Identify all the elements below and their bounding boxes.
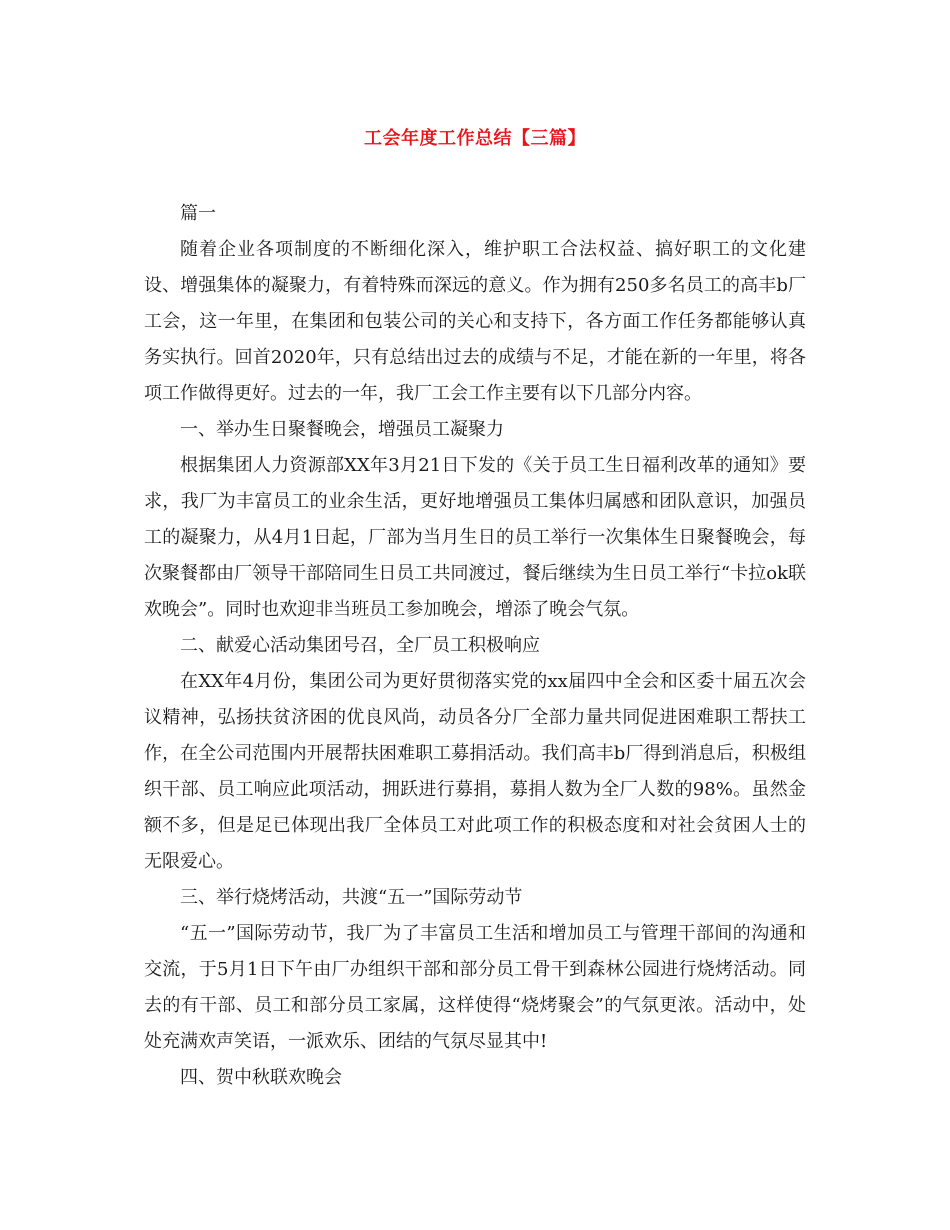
paragraph-section-label: 篇一 (180, 203, 216, 224)
document-title: 工会年度工作总结【三篇】 (364, 128, 586, 149)
paragraph-section-3: “五一”国际劳动节，我厂为了丰富员工生活和增加员工与管理干部间的沟通和交流，于5月1日下午由厂办组织干部和部分员工骨干到森林公园进行烧烤活动。同去的有干部、员工和部分员工家属，这样使得“烧烤聚会”的气氛更浓。活动中，处处充满欢声笑语，一派欢乐、团结的气氛尽显其中! (144, 923, 806, 1052)
heading-section-2: 二、献爱心活动集团号召，全厂员工积极响应 (180, 635, 540, 656)
heading-section-4: 四、贺中秋联欢晚会 (180, 1067, 342, 1088)
paragraph-section-1: 根据集团人力资源部XX年3月21日下发的《关于员工生日福利改革的通知》要求，我厂为丰富员工的业余生活，更好地增强员工集体归属感和团队意识，加强员工的凝聚力，从4月1日起，厂部为当月生日的员工举行一次集体生日聚餐晚会，每次聚餐都由厂领导干部陪同生日员工共同渡过，餐后继续为生日员工举行“卡拉ok联欢晚会”。同时也欢迎非当班员工参加晚会，增添了晚会气氛。 (144, 455, 806, 620)
document-body (144, 196, 806, 1096)
heading-section-3: 三、举行烧烤活动，共渡“五一”国际劳动节 (180, 887, 523, 908)
paragraph-section-2: 在XX年4月份，集团公司为更好贯彻落实党的xx届四中全会和区委十届五次会议精神，弘扬扶贫济困的优良风尚，动员各分厂全部力量共同促进困难职工帮扶工作，在全公司范围内开展帮扶困难职工募捐活动。我们高丰b厂得到消息后，积极组织干部、员工响应此项活动，拥跃进行募捐，募捐人数为全厂人数的98%。虽然金额不多，但是足已体现出我厂全体员工对此项工作的积极态度和对社会贫困人士的无限爱心。 (144, 671, 806, 872)
paragraph-intro: 随着企业各项制度的不断细化深入，维护职工合法权益、搞好职工的文化建设、增强集体的凝聚力，有着特殊而深远的意义。作为拥有250多名员工的高丰b厂工会，这一年里，在集团和包装公司的关心和支持下，各方面工作任务都能够认真务实执行。回首2020年，只有总结出过去的成绩与不足，才能在新的一年里，将各项工作做得更好。过去的一年，我厂工会工作主要有以下几部分内容。 (144, 239, 806, 404)
heading-section-1: 一、举办生日聚餐晚会，增强员工凝聚力 (180, 419, 504, 440)
